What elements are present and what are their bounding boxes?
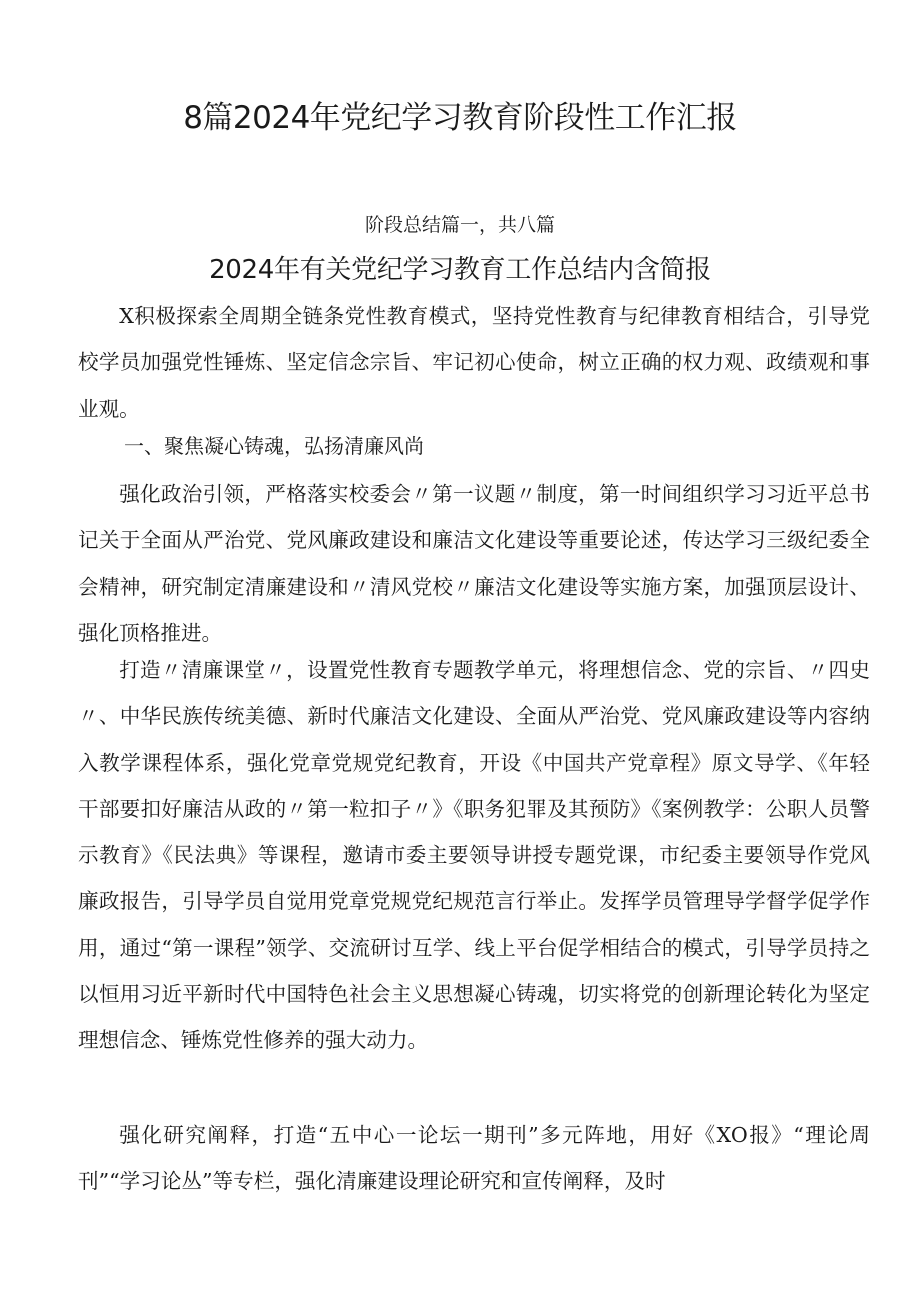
intro-paragraph: X积极探索全周期全链条党性教育模式，坚持党性教育与纪律教育相结合，引导党校学员加强党性锤炼、坚定信念宗旨、牢记初心使命，树立正确的权力观、政绩观和事业观。 [78,304,870,421]
section-label: 阶段总结篇一，共八篇 [364,214,555,236]
subheading-one: 一、聚焦凝心铸魂，弘扬清廉风尚 [124,434,424,458]
section-heading: 2024年有关党纪学习教育工作总结内含简报 [209,255,711,285]
document-title: 8篇2024年党纪学习教育阶段性工作汇报 [183,100,737,136]
body-paragraph: 强化政治引领，严格落实校委会〃第一议题〃制度，第一时间组织学习习近平总书记关于全面从严治党、党风廉政建设和廉洁文化建设等重要论述，传达学习三级纪委全会精神，研究制定清廉建设和〃清风党校〃廉洁文化建设等实施方案，加强顶层设计、强化顶格推进。 [78,482,870,645]
body-paragraph: 强化研究阐释，打造“五中心一论坛一期刊”多元阵地，用好《XO报》“理论周刊”“学习论丛”等专栏，强化清廉建设理论研究和宣传阐释，及时 [78,1123,870,1194]
body-paragraph: 打造〃清廉课堂〃，设置党性教育专题教学单元，将理想信念、党的宗旨、〃四史〃、中华民族传统美德、新时代廉洁文化建设、全面从严治党、党风廉政建设等内容纳入教学课程体系，强化党章党规党纪教育，开设《中国共产党章程》原文导学、《年轻干部要扣好廉洁从政的〃第一粒扣子〃》《职务犯罪及其预防》《案例教学：公职人员警示教育》《民法典》等课程，邀请市委主要领导讲授专题党课，市纪委主要领导作党风廉政报告，引导学员自觉用党章党规党纪规范言行举止。发挥学员管理导学督学促学作用，通过“第一课程”领学、交流研讨互学、线上平台促学相结合的模式，引导学员持之以恒用习近平新时代中国特色社会主义思想凝心铸魂，切实将党的创新理论转化为坚定理想信念、锤炼党性修养的强大动力。 [78,658,870,1053]
